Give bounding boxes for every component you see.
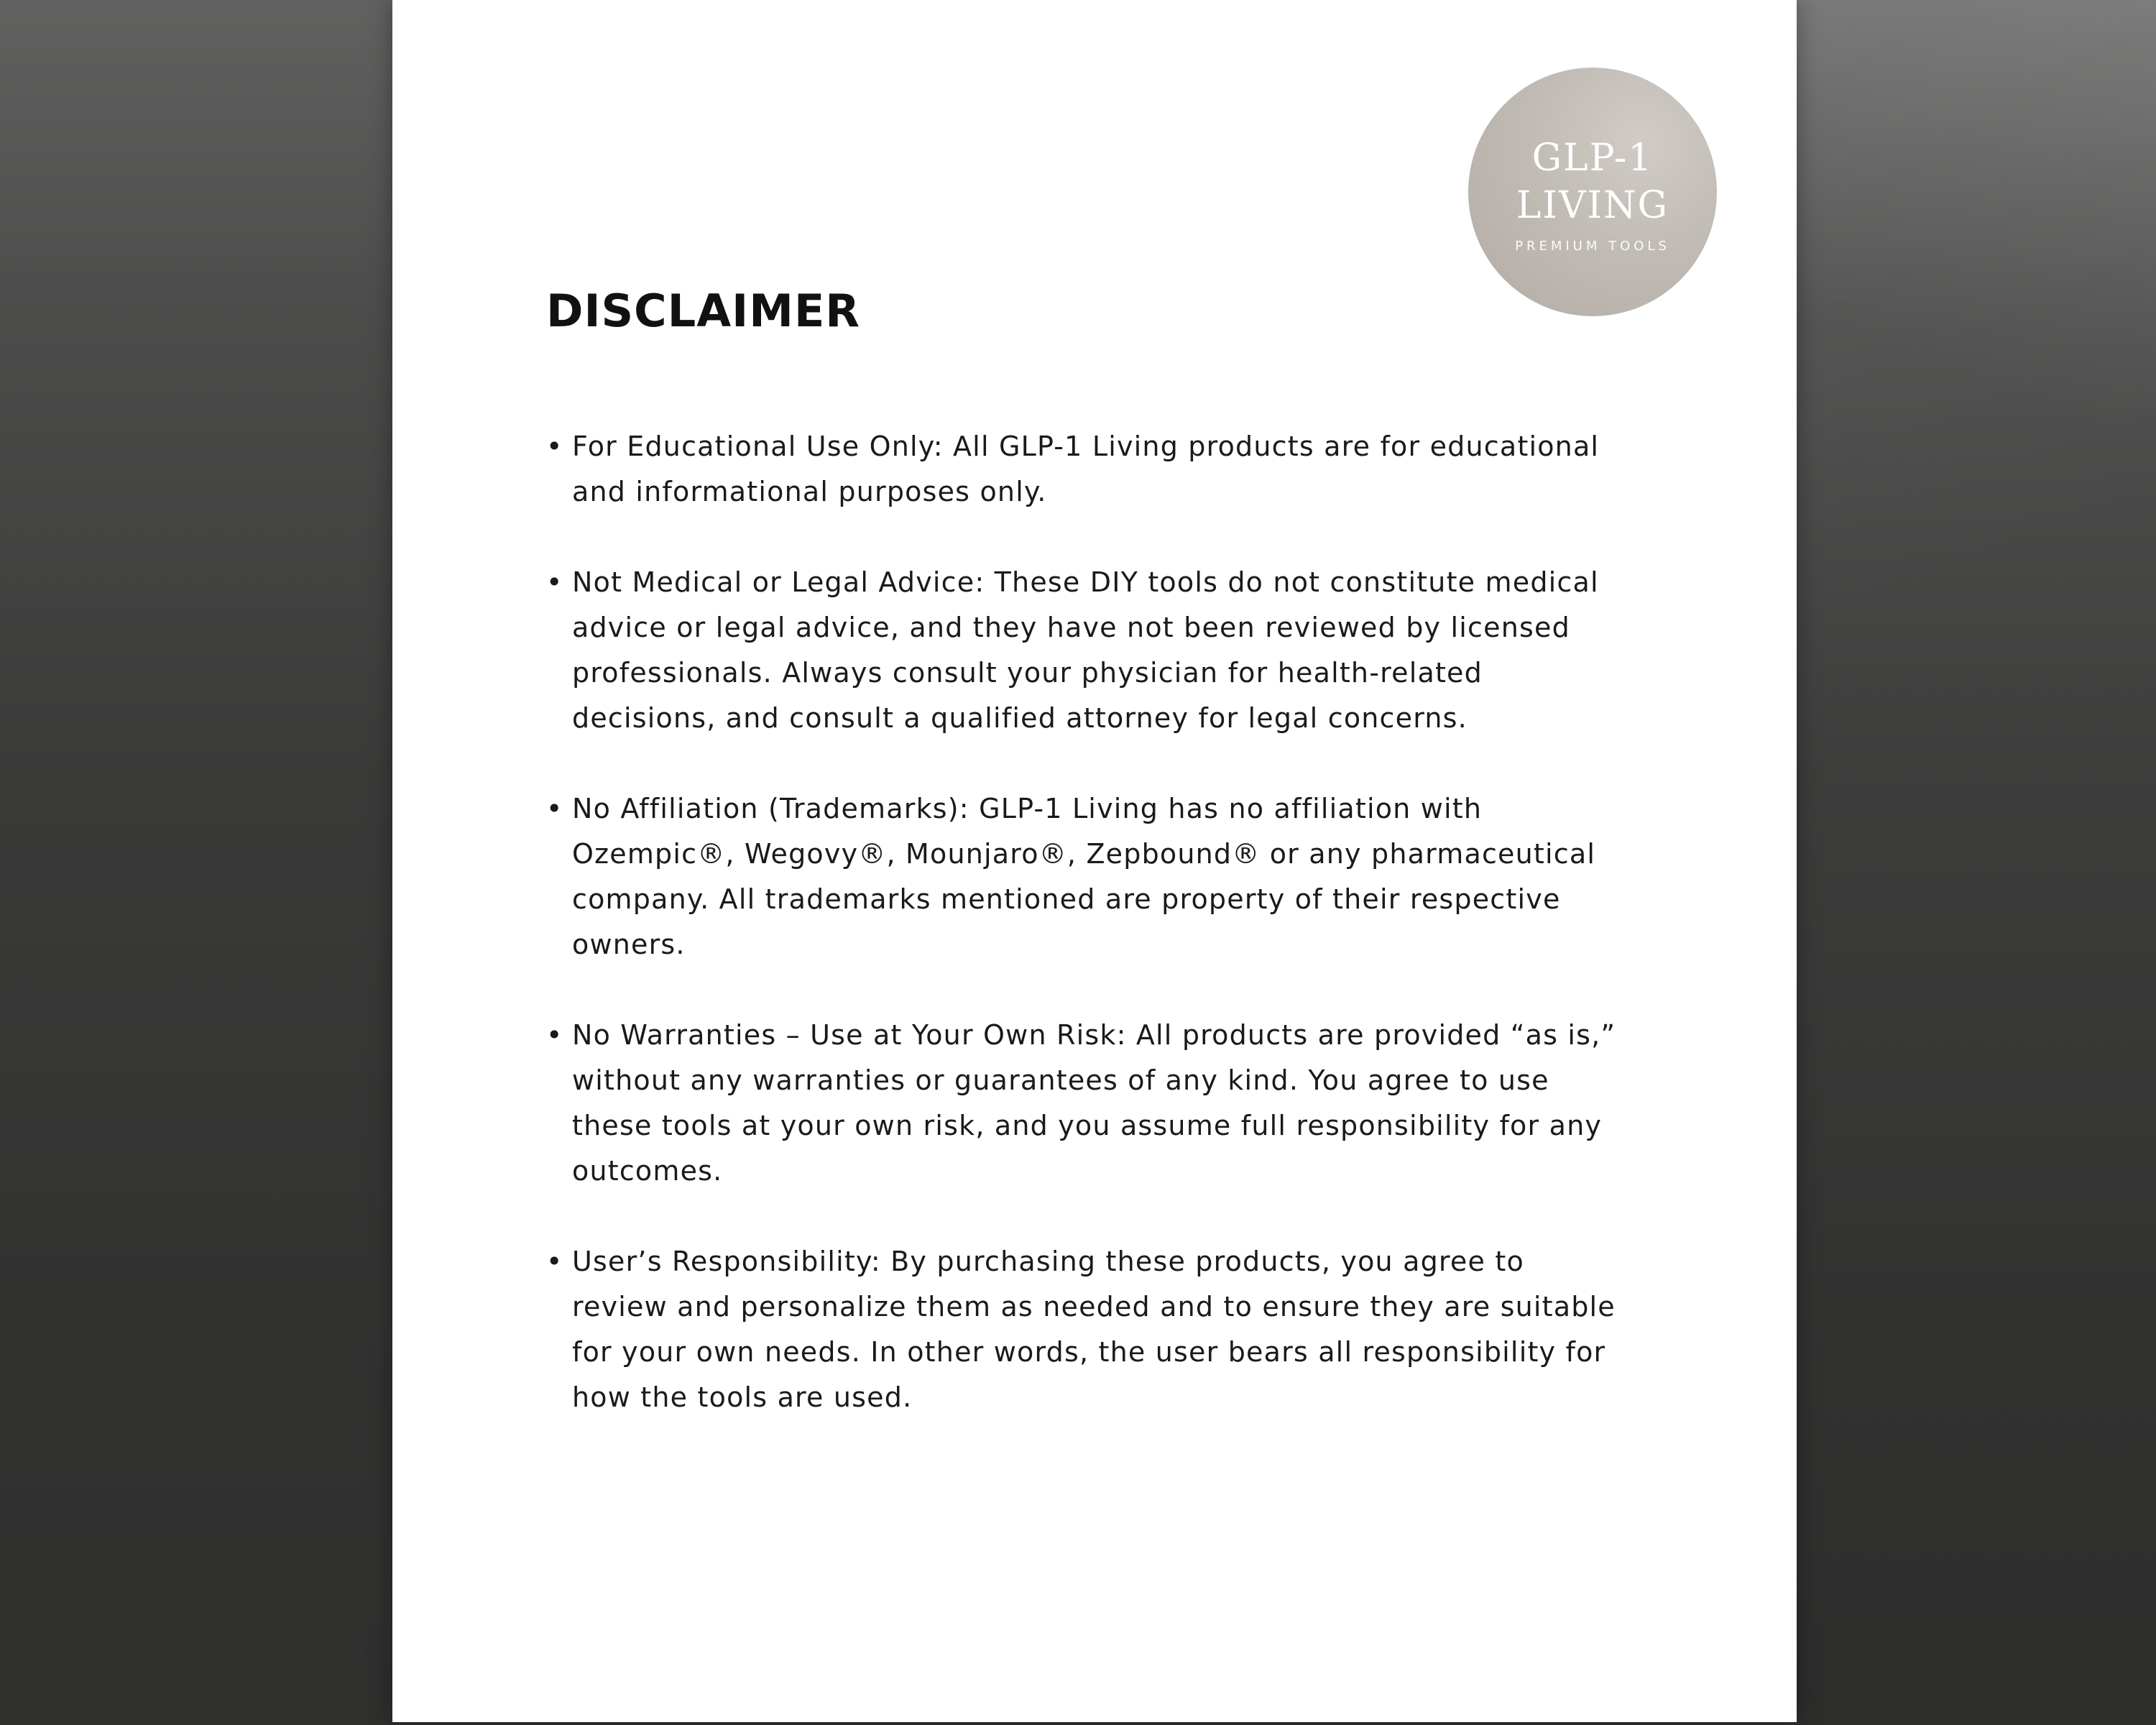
disclaimer-item-educational (546, 424, 1624, 515)
disclaimer-item-no-warranties (546, 1013, 1624, 1194)
bullet-icon: • (546, 566, 563, 598)
disclaimer-item-text: No Affiliation (Trademarks): GLP-1 Living has no affiliation with Ozempic®, Wegovy®, Mounjaro®, Zepbound® or any pharmaceutical company. All trademarks mentioned are property of their respective owners. (572, 793, 1596, 960)
disclaimer-list (546, 424, 1624, 1466)
bullet-icon: • (546, 431, 563, 462)
brand-logo-badge (1468, 68, 1717, 316)
disclaimer-item-not-advice (546, 560, 1624, 741)
brand-logo-line-2: LIVING (1516, 183, 1669, 227)
bullet-icon: • (546, 1019, 563, 1051)
bullet-icon: • (546, 1246, 563, 1277)
brand-logo-subtitle: PREMIUM TOOLS (1515, 238, 1670, 254)
disclaimer-item-user-responsibility (546, 1239, 1624, 1420)
disclaimer-item-text: For Educational Use Only: All GLP-1 Living products are for educational and informational purposes only. (572, 431, 1600, 507)
bullet-icon: • (546, 793, 563, 824)
disclaimer-item-text: No Warranties – Use at Your Own Risk: All products are provided “as is,” without any warranties or guarantees of any kind. You agree to use these tools at your own risk, and you assume full responsibility for any outcomes. (572, 1019, 1616, 1187)
disclaimer-item-text: User’s Responsibility: By purchasing these products, you agree to review and personalize them as needed and to ensure they are suitable for your own needs. In other words, the user bears all responsibility for how the tools are used. (572, 1246, 1616, 1413)
document-page (392, 0, 1797, 1722)
disclaimer-item-no-affiliation (546, 786, 1624, 967)
brand-logo-line-1: GLP-1 (1531, 136, 1654, 180)
disclaimer-item-text: Not Medical or Legal Advice: These DIY tools do not constitute medical advice or legal advice, and they have not been reviewed by licensed professionals. Always consult your physician for health-related decisions, and consult a qualified attorney for legal concerns. (572, 566, 1599, 734)
background-sheen (1797, 0, 2156, 1725)
page-title: DISCLAIMER (546, 285, 861, 337)
